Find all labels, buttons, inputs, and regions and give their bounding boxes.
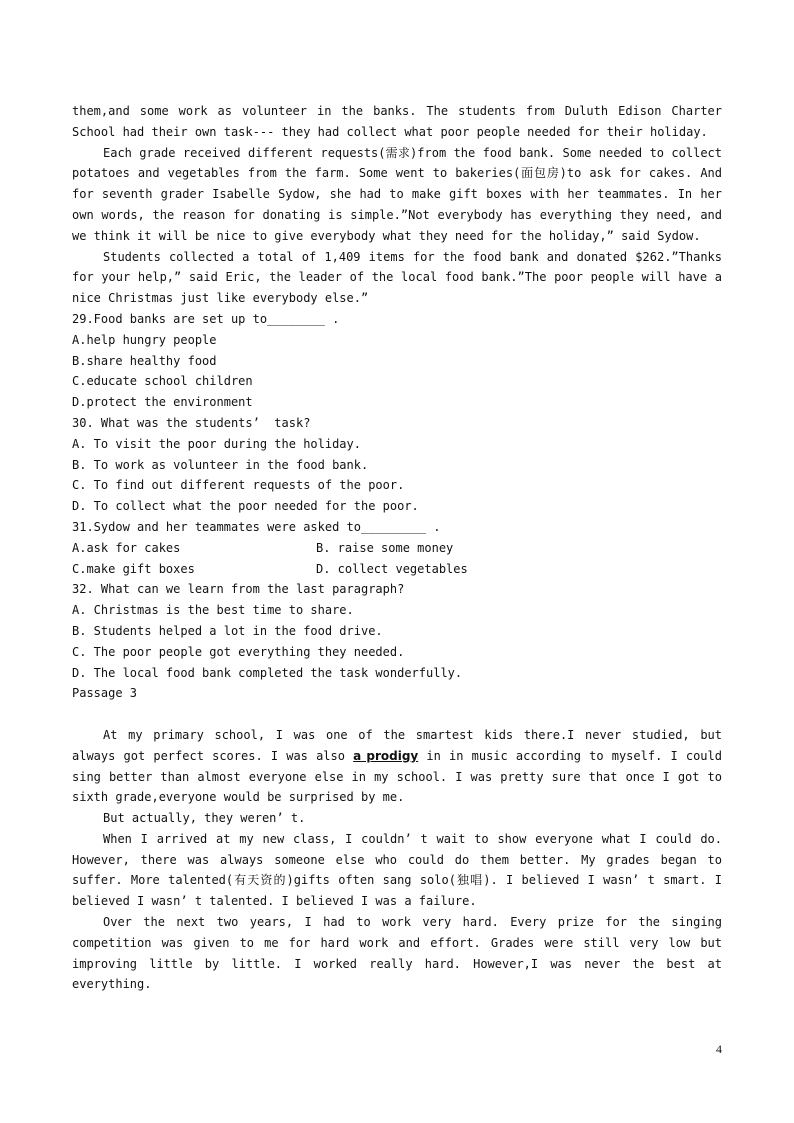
question-31-option-d: D. collect vegetables [316,561,468,576]
document-page [72,101,722,995]
question-30-stem: 30. What was the students’ task? [72,415,311,430]
page-number: 4 [716,1042,722,1056]
question-31-row-1 [72,538,722,559]
question-29-option-b: B.share healthy food [72,353,217,368]
question-31-option-c: C.make gift boxes [72,561,195,576]
passage2-paragraph-total: Students collected a total of 1,409 items for the food bank and donated $262.”Thanks for your help,” said Eric, the leader of the local food bank.”The poor people will have a nice Christmas just like everybody else.” [72,249,722,306]
passage3-paragraph-4: Over the next two years, I had to work very hard. Every prize for the singing competition was given to me for hard work and effort. Grades were still very low but improving little by little. I worked really hard. However,I was never the best at everything. [72,915,722,992]
question-30-option-c: C. To find out different requests of the poor. [72,478,405,493]
question-31-stem: 31.Sydow and her teammates were asked to_________ . [72,519,441,534]
question-29-stem: 29.Food banks are set up to________ . [72,311,340,326]
question-31-option-b: B. raise some money [316,540,454,555]
question-31-row-2 [72,559,722,580]
question-30-option-d: D. To collect what the poor needed for the poor. [72,499,419,514]
passage3-paragraph-1 [72,725,722,808]
question-31-option-a: A.ask for cakes [72,540,181,555]
passage3-paragraph-3: When I arrived at my new class, I couldn’ t wait to show everyone what I could do. However, there was always someone else who could do them better. My grades began to suffer. More talented(有天资的)gifts often sang solo(独唱). I believed I wasn’ t smart. I believed I wasn’ t talented. I believed I was a failure. [72,831,722,909]
question-30-option-a: A. To visit the poor during the holiday. [72,436,361,451]
passage3-paragraph-2: But actually, they weren’ t. [103,811,306,826]
passage2-paragraph-intro: them,and some work as volunteer in the banks. The students from Duluth Edison Charter School had their own task--- they had collect what poor people needed for their holiday. [72,104,722,139]
prodigy-highlight: a prodigy [353,748,419,763]
passage3-p1-before: At my primary school, I was one of the smartest kids there.I never studied, but always got perfect scores. I was also [72,727,722,763]
question-32-option-a: A. Christmas is the best time to share. [72,603,354,618]
question-32-stem: 32. What can we learn from the last paragraph? [72,582,405,597]
passage3-p1-after: in in music according to myself. I could sing better than almost everyone else in my school. I was pretty sure that once I got to sixth grade,everyone would be surprised by me. [72,748,722,805]
question-32-option-b: B. Students helped a lot in the food drive. [72,623,383,638]
question-29-option-a: A.help hungry people [72,332,217,347]
passage3-heading: Passage 3 [72,686,138,701]
passage2-paragraph-grades: Each grade received different requests(需求)from the food bank. Some needed to collect potatoes and vegetables from the farm. Some went to bakeries(面包房)to ask for cakes. And for seventh grader Isabelle Sydow, she had to make gift boxes with her teammates. In her own words, the reason for donating is simple.”Not everybody has everything they need, and we think it will be nice to give everybody what they need for the holiday,” said Sydow. [72,145,722,243]
question-29-option-c: C.educate school children [72,374,253,389]
question-32-option-d: D. The local food bank completed the task wonderfully. [72,665,463,680]
blank-line [72,704,722,725]
question-30-option-b: B. To work as volunteer in the food bank. [72,457,369,472]
question-32-option-c: C. The poor people got everything they needed. [72,644,405,659]
question-29-option-d: D.protect the environment [72,395,253,410]
